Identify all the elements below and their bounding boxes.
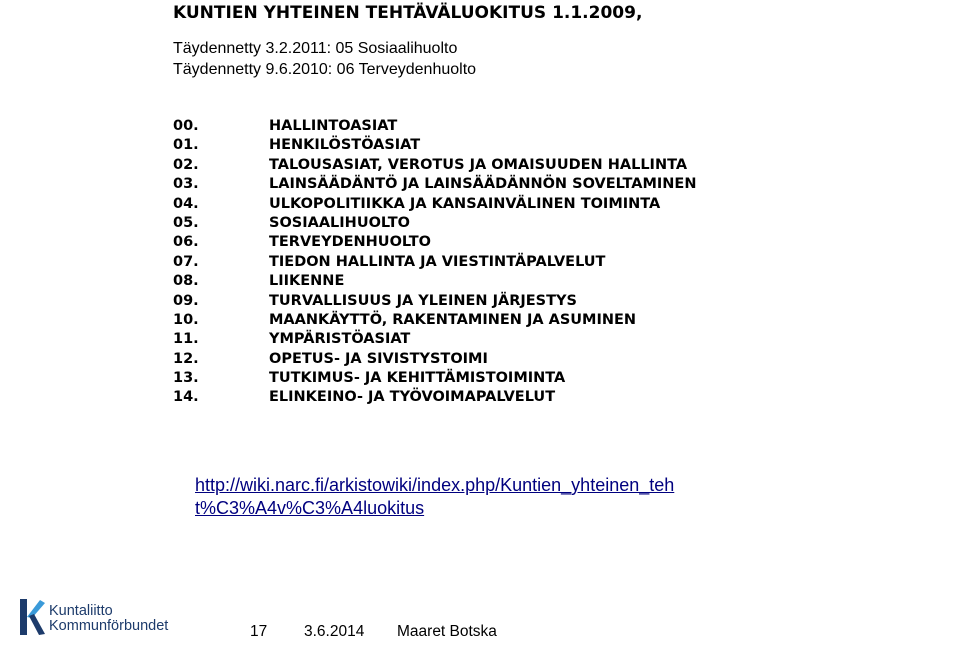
item-code: 02. <box>173 156 199 173</box>
item-code: 07. <box>173 253 199 270</box>
item-code: 12. <box>173 350 199 367</box>
item-label: LAINSÄÄDÄNTÖ JA LAINSÄÄDÄNNÖN SOVELTAMINEN <box>269 176 697 193</box>
item-code: 14. <box>173 389 199 406</box>
item-label: TALOUSASIAT, VEROTUS JA OMAISUUDEN HALLINTA <box>269 156 688 173</box>
item-label: LIIKENNE <box>269 273 345 290</box>
item-label: TUTKIMUS- JA KEHITTÄMISTOIMINTA <box>269 370 566 387</box>
item-code: 06. <box>173 234 199 251</box>
item-label: YMPÄRISTÖASIAT <box>269 331 411 348</box>
document-title: KUNTIEN YHTEINEN TEHTÄVÄLUOKITUS 1.1.2009, <box>173 3 643 23</box>
item-code: 03. <box>173 176 199 193</box>
item-label: ELINKEINO- JA TYÖVOIMAPALVELUT <box>269 389 556 406</box>
footer-author: Maaret Botska <box>397 623 497 640</box>
item-code: 13. <box>173 370 199 387</box>
item-code: 05. <box>173 214 199 231</box>
item-code: 11. <box>173 331 199 348</box>
item-label: MAANKÄYTTÖ, RAKENTAMINEN JA ASUMINEN <box>269 311 637 328</box>
logo-line-1: Kuntaliitto <box>49 603 113 619</box>
item-label: TURVALLISUUS JA YLEINEN JÄRJESTYS <box>269 292 577 309</box>
update-notes <box>173 38 476 80</box>
item-code: 09. <box>173 292 199 309</box>
item-code: 10. <box>173 311 199 328</box>
logo-line-2: Kommunförbundet <box>49 618 169 634</box>
kuntaliitto-logo <box>18 597 188 641</box>
item-code: 00. <box>173 118 199 134</box>
item-label: OPETUS- JA SIVISTYSTOIMI <box>269 350 488 367</box>
item-label: SOSIAALIHUOLTO <box>269 214 410 231</box>
footer-date: 3.6.2014 <box>304 623 365 640</box>
arkistowiki-link[interactable]: http://wiki.narc.fi/arkistowiki/index.php/Kuntien_yhteinen_teht%C3%A4v%C3%A4luokitus <box>195 475 675 518</box>
item-code: 08. <box>173 273 199 290</box>
item-label: TIEDON HALLINTA JA VIESTINTÄPALVELUT <box>269 253 606 270</box>
logo-wordmark <box>49 604 168 634</box>
item-label: HENKILÖSTÖASIAT <box>269 137 421 154</box>
update-note: Täydennetty 3.2.2011: 05 Sosiaalihuolto <box>173 40 458 57</box>
item-code: 01. <box>173 137 199 154</box>
update-note: Täydennetty 9.6.2010: 06 Terveydenhuolto <box>173 61 477 78</box>
page-number: 17 <box>250 623 268 640</box>
item-label: HALLINTOASIAT <box>269 118 398 134</box>
item-label: ULKOPOLITIIKKA JA KANSAINVÄLINEN TOIMINTA <box>269 195 661 212</box>
item-code: 04. <box>173 195 199 212</box>
k-logo-icon <box>18 597 48 637</box>
item-label: TERVEYDENHUOLTO <box>269 234 431 251</box>
